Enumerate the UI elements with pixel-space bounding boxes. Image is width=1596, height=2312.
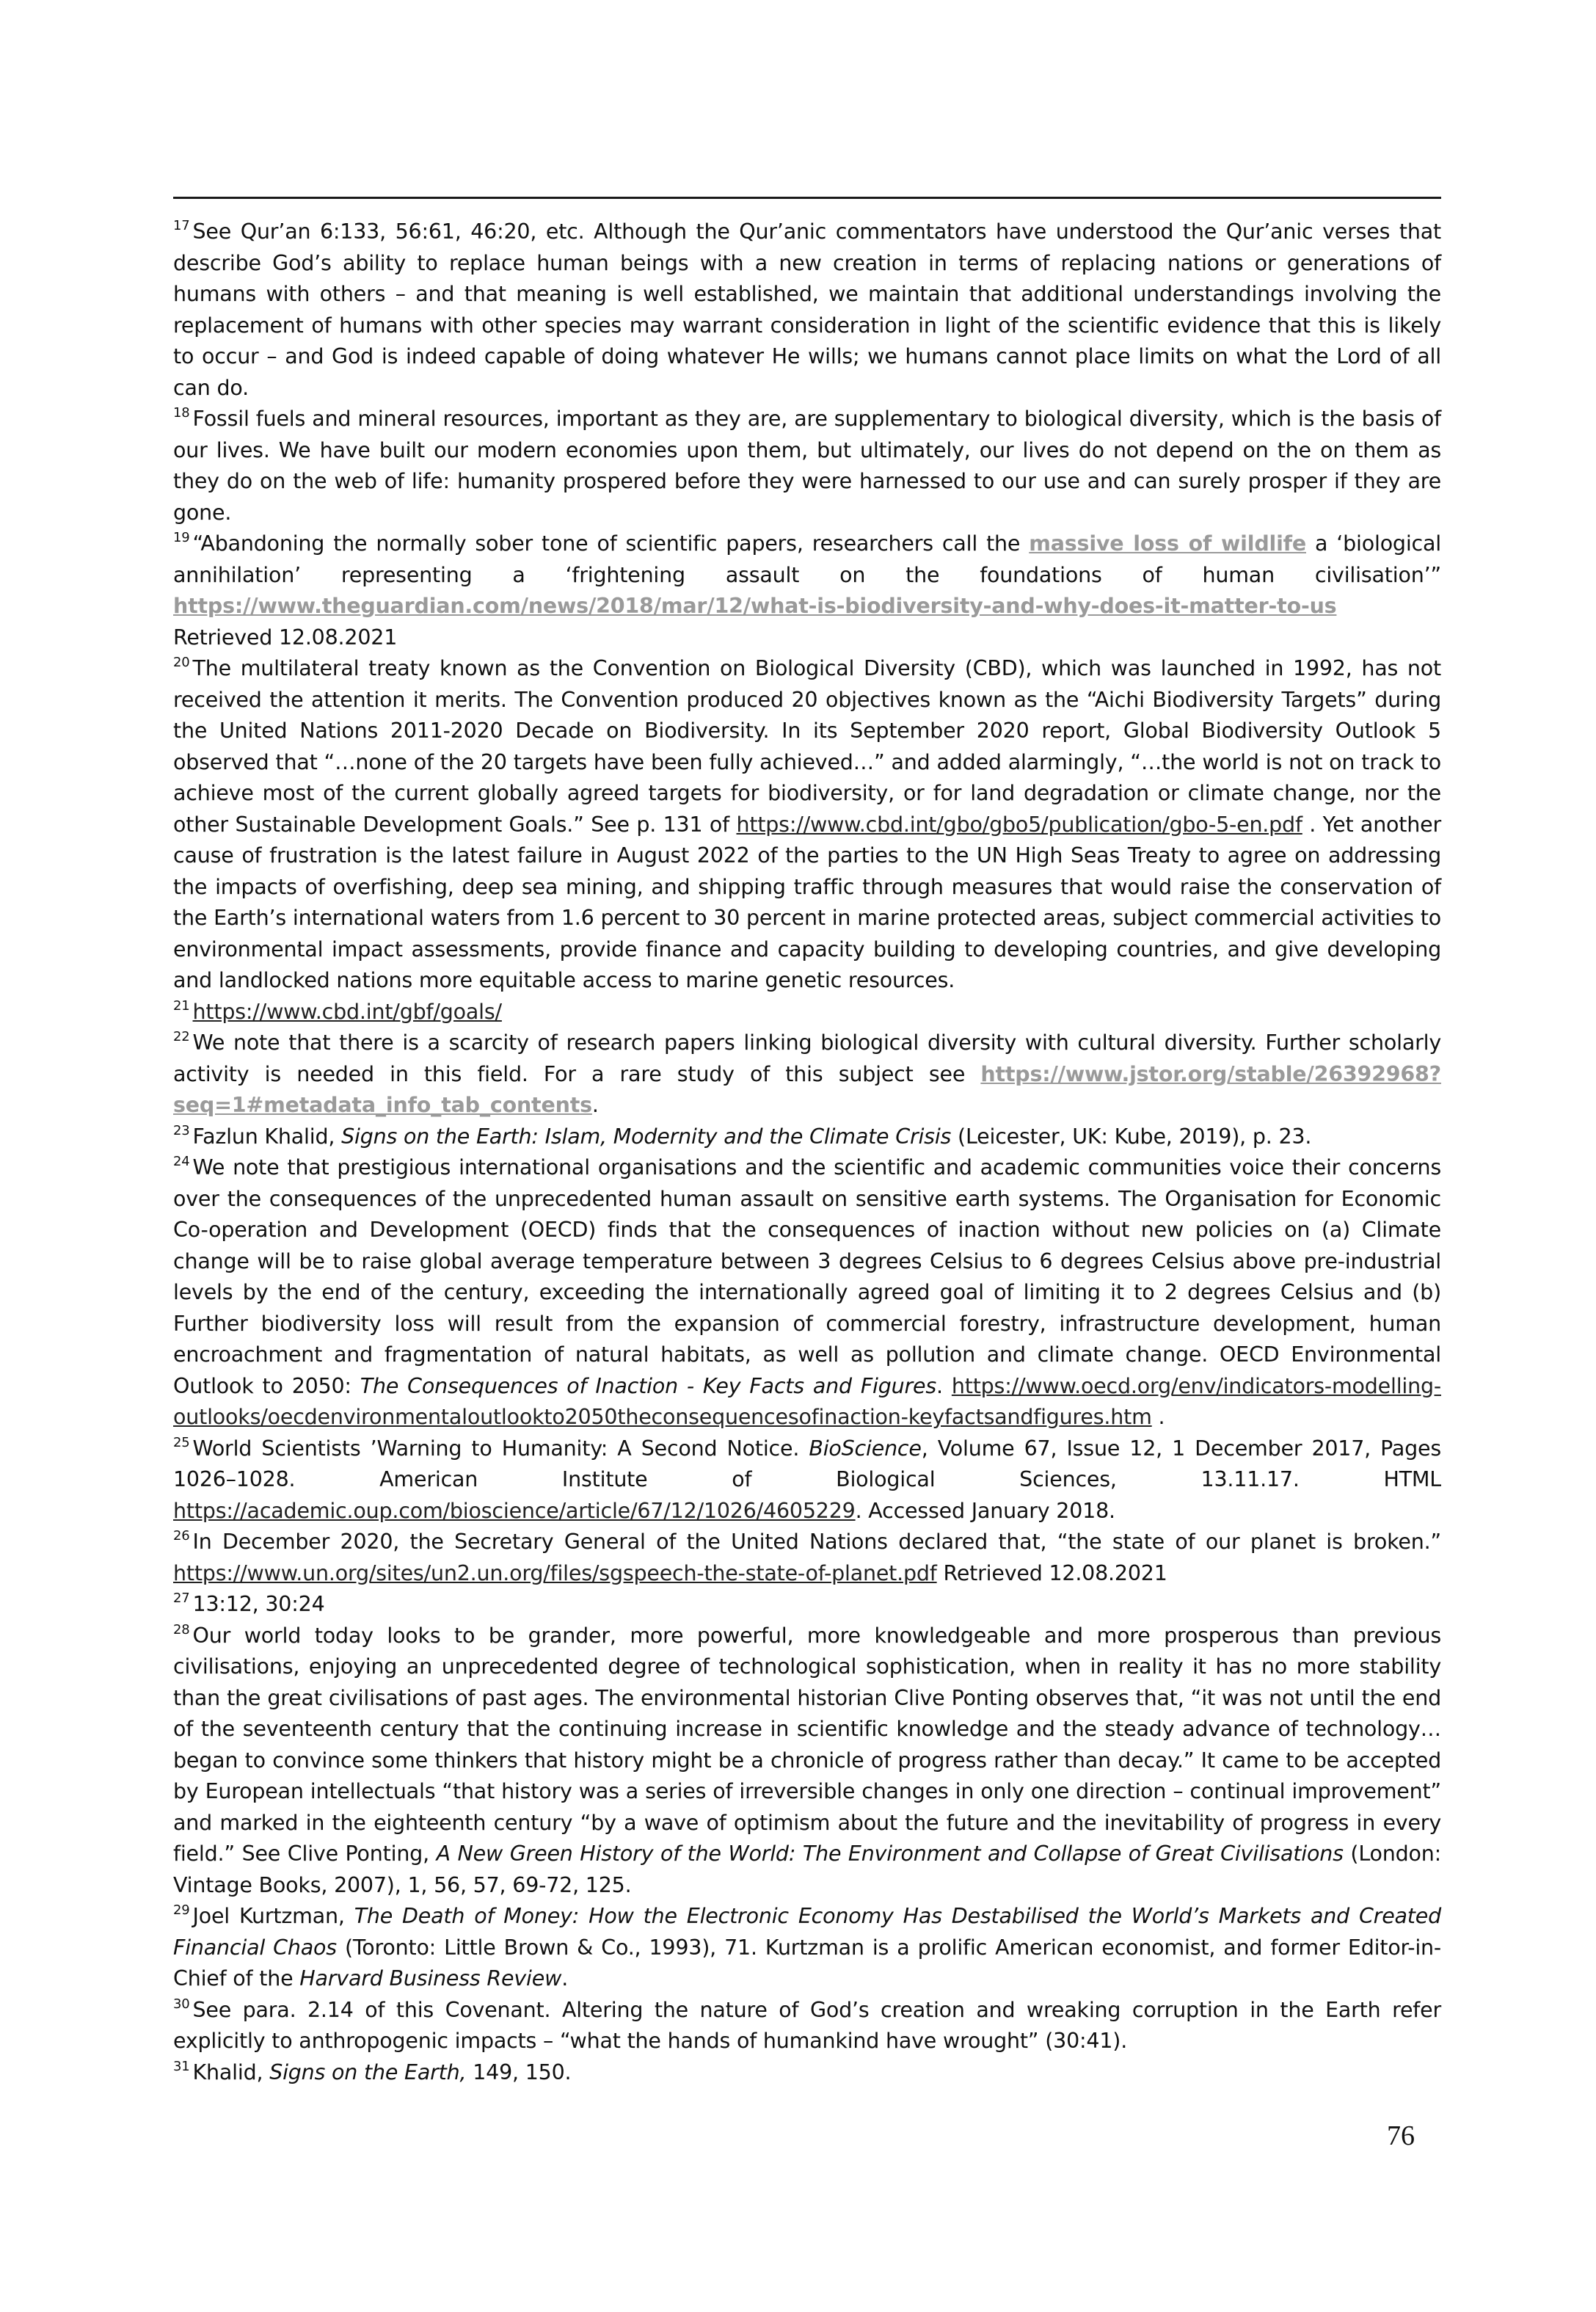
footnote-number: 19 <box>173 530 190 545</box>
footnote-link[interactable]: https://www.cbd.int/gbf/goals/ <box>192 999 502 1024</box>
footnote-number: 27 <box>173 1591 190 1606</box>
footnote-link[interactable]: https://www.jstor.org/stable/26392968?seq=1#metadata_info_tab_contents <box>173 1061 1441 1117</box>
footnote-text: . <box>591 1093 599 1117</box>
footnote-24 <box>173 1152 1441 1433</box>
footnote-text: . <box>561 1966 569 1991</box>
footnote-number: 23 <box>173 1122 190 1138</box>
footnote-link[interactable]: massive loss of wildlife <box>1029 531 1306 556</box>
footnote-separator <box>173 197 1441 199</box>
footnote-title-italic: The Death of Money: How the Electronic Economy Has Destabilised the World’s Markets and Created Financial Chaos <box>173 1904 1441 1960</box>
footnote-text: Our world today looks to be grander, more powerful, more knowledgeable and more prosperous than previous civilisations, enjoying an unprecedented degree of technological sophistication, when in reality it has no more stability than the great civilisations of past ages. The environmental historian Clive Ponting observes that, “it was not until the end of the seventeenth century that the continuing increase in scientific knowledge and the steady advance of technology…began to convince some thinkers that history might be a chronicle of progress rather than decay.” It came to be accepted by European intellectuals “that history was a series of irreversible changes in only one direction – continual improvement” and marked in the eighteenth century “by a wave of optimism about the future and the inevitability of progress in every field.” See Clive Ponting, <box>173 1623 1441 1866</box>
footnote-number: 24 <box>173 1154 190 1169</box>
footnote-text: 149, 150. <box>466 2060 572 2084</box>
footnote-number: 20 <box>173 655 190 670</box>
footnote-title-italic: A New Green History of the World: The Environment and Collapse of Great Civilisations <box>436 1842 1344 1866</box>
footnote-23 <box>173 1122 1441 1153</box>
footnote-text: In December 2020, the Secretary General of the United Nations declared that, “the state of our planet is broken.” <box>192 1530 1441 1554</box>
footnote-text: Fazlun Khalid, <box>192 1124 342 1149</box>
footnote-number: 25 <box>173 1434 190 1450</box>
footnote-text: Fossil fuels and mineral resources, important as they are, are supplementary to biological diversity, which is the basis of our lives. We have built our modern economies upon them, but ultimately, our lives do not depend on the on them as they do on the web of life: humanity prospered before they were harnessed to our use and can surely prosper if they are gone. <box>173 407 1441 525</box>
footnote-27 <box>173 1589 1441 1621</box>
footnote-text: Khalid, <box>192 2060 270 2084</box>
footnote-text: . Yet another cause of frustration is the latest failure in August 2022 of the parties to the UN High Seas Treaty to agree on addressing the impacts of overfishing, deep sea mining, and shipping traffic through measures that would raise the conservation of the Earth’s international waters from 1.6 percent to 30 percent in marine protected areas, subject commercial activities to environmental impact assessments, provide finance and capacity building to developing countries, and give developing and landlocked nations more equitable access to marine genetic resources. <box>173 812 1441 992</box>
footnote-text: See Qur’an 6:133, 56:61, 46:20, etc. Although the Qur’anic commentators have understood the Qur’anic verses that describe God’s ability to replace human beings with a new creation in terms of replacing nations or generations of humans with others – and that meaning is well established, we maintain that additional understandings involving the replacement of humans with other species may warrant consideration in light of the scientific evidence that this is likely to occur – and God is indeed capable of doing whatever He wills; we humans cannot place limits on what the Lord of all can do. <box>173 219 1441 400</box>
footnote-number: 29 <box>173 1902 190 1918</box>
footnote-text: World Scientists ’Warning to Humanity: A Second Notice. <box>192 1436 809 1461</box>
footnote-text: (Leicester, UK: Kube, 2019), p. 23. <box>951 1124 1312 1149</box>
footnote-text: . <box>936 1373 952 1398</box>
footnote-link[interactable]: https://academic.oup.com/bioscience/article/67/12/1026/4605229 <box>173 1498 856 1523</box>
footnote-number: 22 <box>173 1029 190 1044</box>
footnote-link[interactable]: https://www.cbd.int/gbo/gbo5/publication/gbo-5-en.pdf <box>736 812 1302 837</box>
footnote-text: We note that prestigious international organisations and the scientific and academic communities voice their concerns over the consequences of the unprecedented human assault on sensitive earth systems. The Organisation for Economic Co-operation and Development (OECD) finds that the consequences of inaction without new policies on (a) Climate change will be to raise global average temperature between 3 degrees Celsius to 6 degrees Celsius above pre-industrial levels by the end of the century, exceeding the internationally agreed goal of limiting it to 2 degrees Celsius and (b) Further biodiversity loss will result from the expansion of commercial forestry, infrastructure development, human encroachment and fragmentation of natural habitats, as well as pollution and climate change. OECD Environmental Outlook to 2050: <box>173 1155 1441 1398</box>
footnote-text: . Accessed January 2018. <box>855 1498 1115 1523</box>
footnote-18 <box>173 404 1441 528</box>
footnote-title-italic: Harvard Business Review <box>299 1966 562 1991</box>
footnote-text: The multilateral treaty known as the Convention on Biological Diversity (CBD), which was launched in 1992, has not received the attention it merits. The Convention produced 20 objectives known as the “Aichi Biodiversity Targets” during the United Nations 2011-2020 Decade on Biodiversity. In its September 2020 report, Global Biodiversity Outlook 5 observed that “…none of the 20 targets have been fully achieved…” and added alarmingly, “…the world is not on track to achieve most of the current globally agreed targets for biodiversity, or for land degradation or climate change, nor the other Sustainable Development Goals.” See p. 131 of <box>173 656 1441 837</box>
footnote-number: 21 <box>173 997 190 1014</box>
footnote-17 <box>173 217 1441 404</box>
footnote-text: (London: Vintage Books, 2007), 1, 56, 57, 69-72, 125. <box>173 1842 1441 1897</box>
footnote-number: 30 <box>173 1996 190 2012</box>
footnote-text: Retrieved 12.08.2021 <box>173 625 398 650</box>
footnote-text: “Abandoning the normally sober tone of scientific papers, researchers call the <box>192 531 1030 556</box>
footnote-link[interactable]: https://www.oecd.org/env/indicators-modelling-outlooks/oecdenvironmentaloutlookto2050theconsequencesofinaction-keyfactsandfigures.htm <box>173 1373 1441 1429</box>
footnote-text: 13:12, 30:24 <box>192 1592 325 1616</box>
footnote-25 <box>173 1433 1441 1527</box>
footnote-title-italic: Signs on the Earth: Islam, Modernity and the Climate Crisis <box>341 1124 952 1149</box>
footnote-22 <box>173 1028 1441 1122</box>
footnote-text: We note that there is a scarcity of research papers linking biological diversity with cultural diversity. Further scholarly activity is needed in this field. For a rare study of this subject see <box>173 1030 1441 1086</box>
footnote-title-italic: The Consequences of Inaction - Key Facts and Figures <box>360 1373 937 1398</box>
footnote-link[interactable]: https://www.theguardian.com/news/2018/mar/12/what-is-biodiversity-and-why-does-it-matter-to-us <box>173 594 1337 618</box>
footnote-28 <box>173 1621 1441 1902</box>
footnote-31 <box>173 2057 1441 2089</box>
footnote-text: . <box>1151 1405 1165 1429</box>
footnote-text: , Volume 67, Issue 12, 1 December 2017, Pages 1026–1028. American Institute of Biological Sciences, 13.11.17. HTML <box>173 1436 1441 1491</box>
footnote-number: 28 <box>173 1621 190 1637</box>
footnote-text: Joel Kurtzman, <box>192 1904 354 1928</box>
page-number: 76 <box>1387 2120 1415 2151</box>
footnote-list <box>173 217 1441 2088</box>
footnote-number: 26 <box>173 1528 190 1544</box>
footnote-text: Retrieved 12.08.2021 <box>936 1560 1167 1585</box>
footnote-text: See para. 2.14 of this Covenant. Altering the nature of God’s creation and wreaking corruption in the Earth refer explicitly to anthropogenic impacts – “what the hands of humankind have wrought” (30:41). <box>173 1997 1441 2053</box>
footnote-title-italic: Signs on the Earth, <box>269 2060 467 2084</box>
footnote-text: a ‘biological annihilation’ representing a ‘frightening assault on the foundations of human civilisation’” <box>173 531 1441 587</box>
footnote-number: 17 <box>173 218 190 233</box>
footnote-number: 31 <box>173 2058 190 2074</box>
footnote-21 <box>173 997 1441 1028</box>
footnotes-section <box>173 197 1441 2088</box>
footnote-link[interactable]: https://www.un.org/sites/un2.un.org/files/sgspeech-the-state-of-planet.pdf <box>173 1560 937 1585</box>
footnote-20 <box>173 653 1441 997</box>
footnote-text: (Toronto: Little Brown & Co., 1993), 71. Kurtzman is a prolific American economist, and former Editor-in-Chief of the <box>173 1935 1441 1991</box>
footnote-26 <box>173 1527 1441 1589</box>
footnote-29 <box>173 1901 1441 1995</box>
footnote-number: 18 <box>173 405 190 421</box>
footnote-30 <box>173 1995 1441 2057</box>
footnote-title-italic: BioScience <box>809 1436 922 1461</box>
footnote-19 <box>173 528 1441 653</box>
